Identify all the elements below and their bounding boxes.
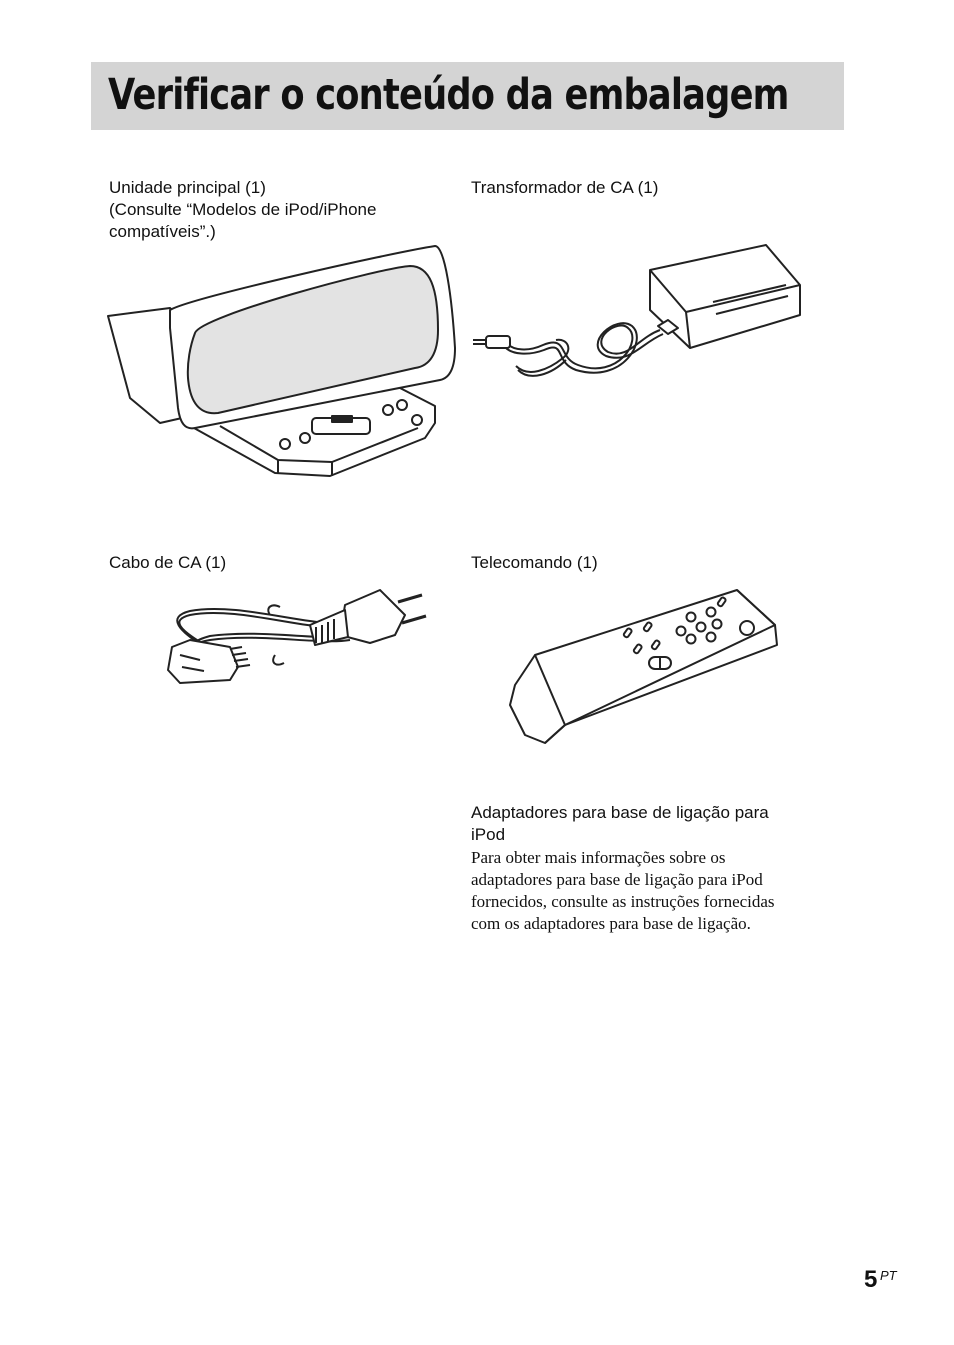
- power-cord-icon: [160, 585, 435, 695]
- remote-control-icon: [505, 585, 780, 750]
- dock-adapters-heading-line: Adaptadores para base de ligação para: [471, 803, 769, 822]
- ac-cord-caption: Cabo de CA (1): [109, 553, 227, 572]
- page-language-suffix: PT: [880, 1268, 897, 1283]
- body-line: com os adaptadores para base de ligação.: [471, 914, 751, 933]
- dock-adapters-heading-line: iPod: [471, 825, 506, 844]
- speaker-dock-icon: [100, 238, 460, 483]
- page-number: 5: [864, 1266, 878, 1293]
- remote-caption: Telecomando (1): [471, 553, 598, 572]
- main-unit-caption-line: compatíveis”.): [109, 222, 216, 241]
- ac-adapter-icon: [468, 240, 808, 380]
- ac-adapter-caption: Transformador de CA (1): [471, 178, 659, 197]
- main-unit-caption-line: (Consulte “Modelos de iPod/iPhone: [109, 200, 377, 219]
- main-unit-caption: [109, 177, 376, 243]
- body-line: Para obter mais informações sobre os: [471, 848, 726, 867]
- body-line: fornecidos, consulte as instruções fornecidas: [471, 892, 775, 911]
- main-unit-caption-line: Unidade principal (1): [109, 178, 266, 197]
- page-title: Verificar o conteúdo da embalagem: [108, 70, 789, 120]
- body-line: adaptadores para base de ligação para iPod: [471, 870, 763, 889]
- dock-adapters-heading: [471, 802, 769, 846]
- dock-adapters-body: [471, 847, 831, 935]
